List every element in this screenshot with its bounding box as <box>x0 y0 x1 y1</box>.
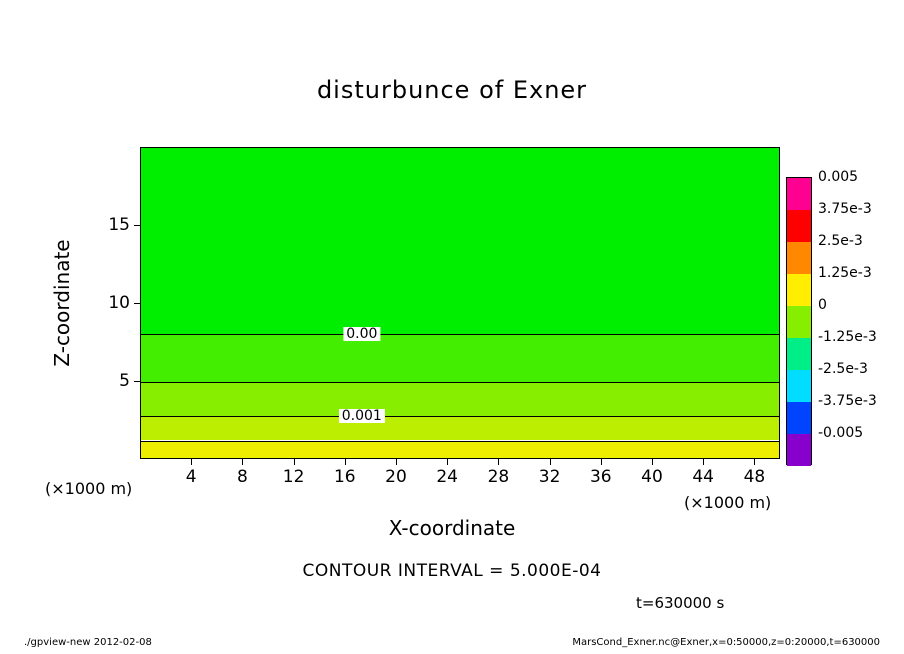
contour-label: 0.00 <box>343 327 380 341</box>
x-axis-tick-label: 16 <box>333 467 356 487</box>
contour-band <box>141 441 779 460</box>
x-axis-tick-label: 48 <box>743 467 766 487</box>
x-axis-tick <box>396 459 397 465</box>
x-axis-tick-label: 24 <box>436 467 459 487</box>
x-axis-tick-label: 4 <box>185 467 197 487</box>
y-axis-tick <box>134 225 140 226</box>
x-axis-tick-label: 20 <box>385 467 407 487</box>
colorbar-tick-label: 3.75e-3 <box>818 201 872 217</box>
colorbar-cell <box>787 178 811 210</box>
x-axis-tick-label: 44 <box>692 467 715 487</box>
y-axis-tick-label: 5 <box>119 371 130 391</box>
y-axis-tick <box>134 303 140 304</box>
x-axis-tick <box>601 459 602 465</box>
time-label: t=630000 s <box>636 594 725 612</box>
colorbar-cell <box>787 434 811 466</box>
x-axis-tick <box>294 459 295 465</box>
x-axis-tick <box>345 459 346 465</box>
contour-line <box>141 441 779 442</box>
contour-band <box>141 334 779 382</box>
y-axis-tick-label: 10 <box>108 293 130 313</box>
x-axis-tick <box>703 459 704 465</box>
contour-band <box>141 382 779 416</box>
x-axis-tick <box>498 459 499 465</box>
page-title: disturbunce of Exner <box>316 76 588 104</box>
colorbar-cell <box>787 210 811 242</box>
x-axis-tick <box>754 459 755 465</box>
y-axis-title: Z-coordinate <box>50 239 74 367</box>
colorbar-tick-label: 2.5e-3 <box>818 233 863 249</box>
x-axis-tick-label: 12 <box>282 467 305 487</box>
contour-label: 0.001 <box>339 409 385 423</box>
colorbar-cell <box>787 338 811 370</box>
x-axis-tick <box>550 459 551 465</box>
colorbar-cell <box>787 306 811 338</box>
colorbar-cell <box>787 274 811 306</box>
x-axis-title: X-coordinate <box>388 516 516 540</box>
colorbar-tick-label: -3.75e-3 <box>818 393 877 409</box>
x-axis-tick <box>191 459 192 465</box>
x-axis-tick-label: 28 <box>487 467 510 487</box>
contour-interval-label: CONTOUR INTERVAL = 5.000E-04 <box>302 561 602 581</box>
contour-band <box>141 148 779 334</box>
x-axis-tick <box>242 459 243 465</box>
x-axis-tick <box>447 459 448 465</box>
colorbar-tick-label: -2.5e-3 <box>818 361 868 377</box>
x-unit-right: (×1000 m) <box>684 493 772 512</box>
colorbar-tick-label: 0.005 <box>818 169 859 185</box>
plot-area <box>140 147 780 459</box>
colorbar-tick-label: 0 <box>818 297 827 313</box>
footer-right: MarsCond_Exner.nc@Exner,x=0:50000,z=0:20000,t=630000 <box>572 637 880 648</box>
colorbar-tick-label: -0.005 <box>818 425 864 441</box>
footer-left: ./gpview-new 2012-02-08 <box>24 637 152 648</box>
x-unit-left: (×1000 m) <box>45 479 133 498</box>
colorbar-cell <box>787 402 811 434</box>
colorbar-tick-label: 1.25e-3 <box>818 265 872 281</box>
colorbar-cell <box>787 242 811 274</box>
x-axis-tick-label: 36 <box>589 467 612 487</box>
y-axis-tick <box>134 381 140 382</box>
colorbar-cell <box>787 370 811 402</box>
x-axis-tick-label: 32 <box>538 467 561 487</box>
contour-line <box>141 382 779 383</box>
contour-band <box>141 416 779 441</box>
x-axis-tick <box>652 459 653 465</box>
contour-line <box>141 416 779 417</box>
x-axis-tick-label: 8 <box>236 467 248 487</box>
colorbar <box>786 177 812 465</box>
contour-fill <box>141 148 779 458</box>
colorbar-tick-label: -1.25e-3 <box>818 329 877 345</box>
y-axis-tick-label: 15 <box>108 215 130 235</box>
x-axis-tick-label: 40 <box>641 467 663 487</box>
contour-line <box>141 334 779 335</box>
